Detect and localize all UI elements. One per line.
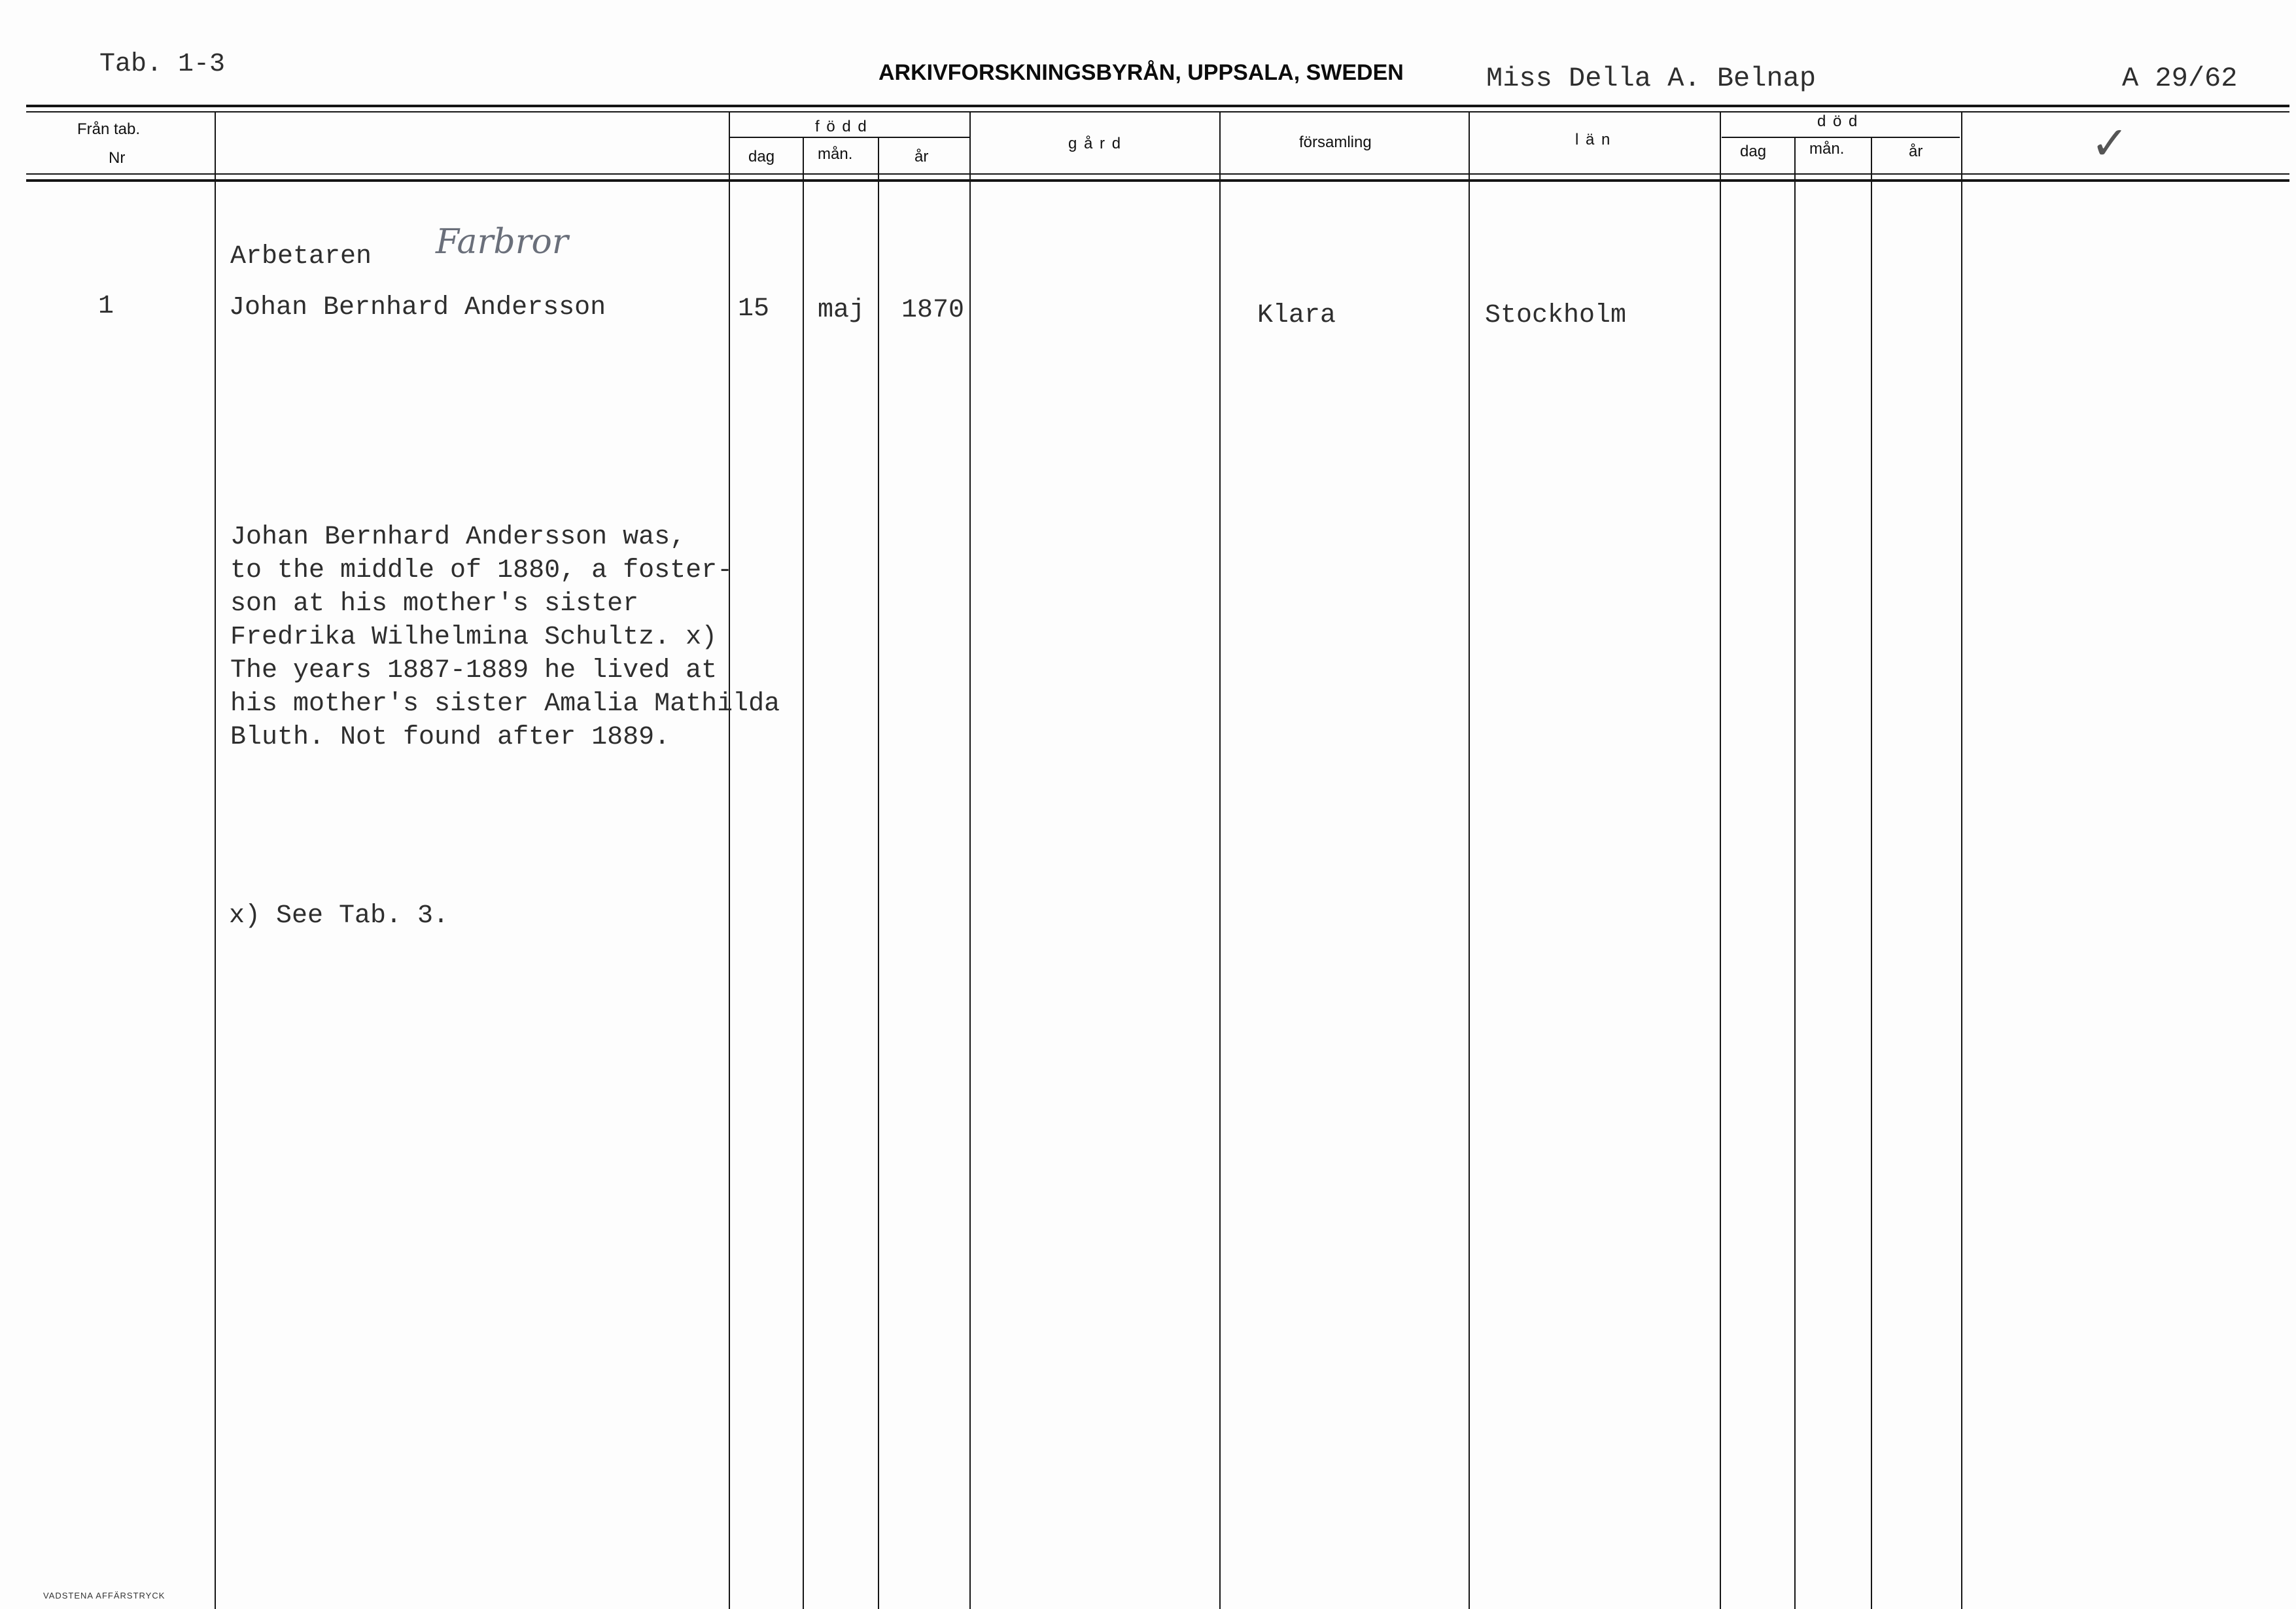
footnote: x) See Tab. 3. (229, 901, 449, 931)
fodd-subrule (729, 137, 969, 138)
col-header-fodd: f ö d d (815, 118, 868, 135)
col-header-dod: d ö d (1817, 112, 1859, 130)
header-rule-top-thick (26, 105, 2289, 107)
remark-line: his mother's sister Amalia Mathilda (230, 689, 780, 719)
col-header-ar: år (914, 148, 929, 165)
dod-subrule (1722, 137, 1960, 138)
handwritten-relation-note: Farbror (436, 222, 568, 262)
col-divider-man (878, 137, 879, 1609)
entry-title: Arbetaren (230, 242, 372, 271)
header-rule-top-thin (26, 111, 2289, 112)
county: Stockholm (1485, 301, 1627, 330)
born-year: 1870 (901, 296, 965, 325)
col-divider-gard (1219, 111, 1221, 1609)
col-divider-dag (803, 137, 804, 1609)
born-day: 15 (738, 294, 770, 324)
header-rule-bottom-thin (26, 173, 2289, 175)
col-header-nr: Nr (109, 149, 126, 167)
born-month: maj (818, 296, 865, 325)
tab-reference: Tab. 1-3 (99, 50, 226, 79)
header-rule-bottom-thick (26, 179, 2289, 182)
remark-line: Fredrika Wilhelmina Schultz. x) (230, 623, 718, 652)
col-divider-dod-man (1871, 137, 1872, 1609)
printer-imprint: VADSTENA AFFÄRSTRYCK (43, 1591, 165, 1600)
col-header-dod-ar: år (1909, 143, 1923, 160)
entry-number: 1 (98, 292, 114, 321)
col-divider-dod-dag (1794, 137, 1796, 1609)
col-divider-lan (1720, 111, 1721, 1609)
remark-line: Johan Bernhard Andersson was, (230, 523, 686, 552)
col-divider-nr (215, 111, 216, 1609)
col-divider-forsamling (1469, 111, 1470, 1609)
col-divider-ar (969, 111, 971, 1609)
col-header-dod-dag: dag (1740, 143, 1767, 160)
remark-line: Bluth. Not found after 1889. (230, 723, 670, 752)
col-header-fran-tab: Från tab. (77, 120, 141, 138)
remark-line: to the middle of 1880, a foster- (230, 556, 733, 585)
agency-name: ARKIVFORSKNINGSBYRÅN, UPPSALA, SWEDEN (878, 60, 1404, 85)
entry-name: Johan Bernhard Andersson (229, 293, 606, 322)
col-header-dod-man: mån. (1809, 140, 1845, 158)
remarks-paragraph (230, 521, 780, 754)
file-reference: A 29/62 (2122, 63, 2238, 94)
remark-line: son at his mother's sister (230, 589, 639, 619)
col-divider-name (729, 111, 730, 1609)
remark-line: The years 1887-1889 he lived at (230, 656, 718, 685)
col-header-dag: dag (748, 148, 775, 165)
parish: Klara (1257, 301, 1336, 330)
col-header-lan: l ä n (1575, 131, 1612, 148)
col-header-man: mån. (818, 145, 853, 163)
client-name: Miss Della A. Belnap (1486, 63, 1817, 94)
col-divider-dod-ar (1961, 111, 1962, 1609)
col-header-forsamling: församling (1299, 133, 1372, 151)
col-header-gard: g å r d (1068, 135, 1122, 152)
check-mark: ✓ (2091, 116, 2129, 170)
